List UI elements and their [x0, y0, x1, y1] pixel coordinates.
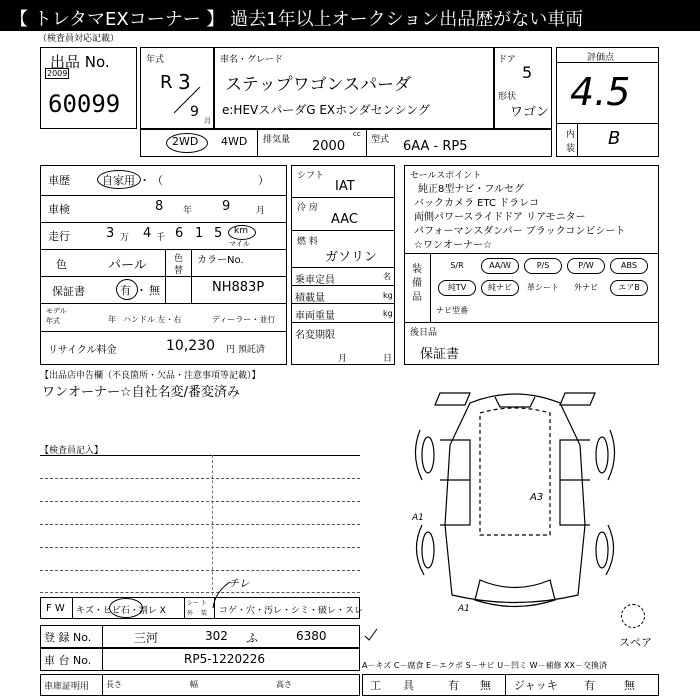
- chassis-number: RP5-1220226: [184, 652, 265, 666]
- mileage-unit-mile: マイル: [229, 240, 250, 248]
- name-change-month: 月: [338, 354, 348, 364]
- year-label: 年式: [146, 55, 165, 65]
- mileage-d3: 6: [175, 226, 184, 241]
- equipment-row1-4: ABS: [610, 258, 648, 274]
- equipment-row1-0: S/R: [450, 261, 464, 270]
- mileage-d5: 5: [214, 226, 223, 241]
- svg-text:A3: A3: [530, 492, 544, 503]
- score-value: 4.5: [570, 70, 631, 114]
- load-unit: kg: [383, 291, 393, 300]
- check-mark: [364, 628, 378, 642]
- inspector-label: 【検査員記入】: [40, 446, 104, 456]
- chassis-label: 車 台 No.: [44, 654, 92, 667]
- inspection-label: 車検: [48, 203, 70, 216]
- ac-value: AAC: [331, 212, 358, 227]
- model-grade: e:HEVスパーダG EXホンダセンシング: [222, 103, 430, 117]
- seat-label-4: 装: [201, 610, 208, 617]
- svg-text:A1: A1: [458, 604, 470, 614]
- weight-label: 車両重量: [295, 311, 335, 322]
- jack-label: ジャッキ: [514, 679, 558, 692]
- name-change-label: 名変期限: [295, 330, 335, 341]
- cert-width: 幅: [190, 680, 198, 689]
- inspection-month: 9: [222, 199, 231, 214]
- reg-kana: ふ: [246, 631, 259, 645]
- cert-height: 高さ: [276, 680, 292, 689]
- tools-no: 無: [480, 679, 491, 692]
- model-year-unit: 年: [108, 315, 116, 324]
- mileage-u2: 千: [156, 233, 166, 243]
- spare-circle: [621, 604, 645, 628]
- reg-label: 登 録 No.: [44, 631, 92, 644]
- equipment-row1-1: AA/W: [481, 258, 519, 274]
- sales-line-5: ☆ワンオーナー☆: [414, 240, 492, 251]
- sales-label: セールスポイント: [410, 171, 482, 181]
- page-header: [0, 0, 700, 31]
- exhibitor-label: 【出品店申告欄（不良箇所・欠品・注意事項等記載）】: [40, 371, 261, 381]
- fuel-value: ガソリン: [325, 250, 378, 265]
- lot-number: 60099: [48, 90, 121, 118]
- recycle-value: 10,230: [166, 338, 215, 354]
- warranty-no: 無: [149, 284, 160, 297]
- reg-class: 302: [205, 629, 228, 643]
- mileage-d1: 3: [106, 226, 115, 241]
- year-month: 9: [190, 104, 199, 120]
- shift-value: IAT: [335, 179, 355, 194]
- navi-model-label: ナビ型番: [436, 306, 468, 315]
- shift-label: シフト: [297, 171, 325, 181]
- doors-label: ドア: [498, 55, 516, 65]
- lot-label: 出品 No.: [50, 53, 110, 71]
- seat-label-2: ト: [201, 600, 208, 607]
- car-diagram: [410, 385, 620, 615]
- year-value: 3: [178, 70, 191, 94]
- mileage-u1: 万: [120, 233, 130, 243]
- interior-value: B: [608, 128, 621, 149]
- history-dot: ・: [139, 174, 150, 187]
- cert-length: 長さ: [106, 680, 122, 689]
- te-mark-stroke: [205, 580, 235, 610]
- sales-line-3: 両側パワースライドドア リアモニター: [414, 212, 586, 223]
- color-repaint-2: 替: [174, 266, 184, 276]
- jack-yes: 有: [584, 679, 595, 692]
- color-repaint-1: 色: [174, 254, 184, 264]
- inspector-note: （検査員対応記載）: [38, 34, 120, 44]
- equipment-row2-2: 革シート: [527, 283, 559, 292]
- year-month-unit: 月: [204, 117, 211, 125]
- equipment-label: 装備品: [412, 264, 422, 303]
- body-value: ワゴン: [510, 105, 550, 120]
- spare-label: スペア: [619, 636, 652, 649]
- sales-line-4: パフォーマンスダンパー ブラックコンビシート: [414, 226, 626, 237]
- interior-label-1: 内: [566, 130, 576, 140]
- type-label: 型式: [371, 135, 390, 145]
- capacity-unit: 名: [383, 272, 391, 281]
- drive-4wd: 4WD: [221, 135, 248, 148]
- inspection-year: 8: [155, 199, 164, 214]
- weight-unit: kg: [383, 309, 393, 318]
- load-label: 積載量: [295, 293, 325, 304]
- ac-label: 冷 房: [297, 203, 318, 213]
- mileage-label: 走行: [48, 230, 70, 243]
- equipment-row1-3: P/W: [567, 258, 605, 274]
- mileage-d2: 4: [143, 226, 152, 241]
- equipment-row2-1: 純ナビ: [481, 280, 519, 296]
- inspection-month-unit: 月: [256, 206, 266, 216]
- dealer-label: ディーラー・並行: [212, 315, 276, 324]
- type-value: 6AA - RP5: [403, 139, 468, 154]
- tools-label: 工 具: [370, 679, 414, 692]
- color-label: 色: [56, 258, 67, 271]
- score-label: 評価点: [587, 53, 615, 63]
- color-code: NH883P: [212, 280, 265, 295]
- displacement-value: 2000: [312, 139, 346, 154]
- fuel-label: 燃 料: [297, 237, 318, 247]
- mileage-unit-km: km: [234, 226, 248, 236]
- history-paren-close: ）: [258, 174, 269, 187]
- color-value: パール: [108, 258, 147, 273]
- mileage-d4: 1: [195, 226, 204, 241]
- tools-yes: 有: [448, 679, 459, 692]
- recycle-unit: 円 預託済: [226, 345, 265, 355]
- equipment-row2-3: 外ナビ: [574, 283, 598, 292]
- later-value: 保証書: [420, 347, 460, 362]
- model-year-label-2: 年式: [46, 317, 60, 325]
- seat-label-1: シー: [187, 600, 200, 607]
- warranty-dot: ・: [136, 284, 147, 297]
- page-title: 【 トレタマEXコーナー 】 過去1年以上オークション出品歴がない車両: [10, 9, 584, 30]
- lot-tag: 2009: [47, 69, 68, 78]
- seat-text: コゲ・穴・汚レ・シミ・破レ・スレ: [219, 606, 364, 616]
- warranty-yes: 有: [120, 284, 131, 297]
- model-label: 車名・グレード: [220, 55, 284, 65]
- reg-area: 三河: [134, 631, 159, 645]
- seat-label-3: 外: [187, 610, 194, 617]
- history-paren-open: （: [152, 174, 163, 187]
- equipment-row2-0: 純TV: [438, 280, 476, 296]
- handle-label: ハンドル 左・右: [123, 315, 182, 324]
- capacity-label: 乗車定員: [295, 275, 335, 286]
- damage-legend: A－キズ C－腐食 E－エクボ S－サビ U－凹ミ W－補修 XX－交換済: [362, 661, 608, 670]
- exhibitor-note: ワンオーナー☆自社名変/番変済み: [42, 385, 241, 400]
- svg-text:A1: A1: [412, 513, 424, 523]
- displacement-unit: cc: [353, 130, 361, 138]
- fw-text: キズ・ヒビ石・割レ X: [76, 606, 166, 616]
- fw-label: F W: [46, 603, 65, 614]
- jack-no: 無: [624, 679, 635, 692]
- te-mark: チレ: [228, 577, 250, 590]
- cert-label: 車庫証明用: [44, 682, 90, 692]
- sales-line-2: バックカメラ ETC ドラレコ: [414, 198, 540, 209]
- later-label: 後日品: [410, 328, 438, 338]
- displacement-label: 排気量: [263, 135, 291, 145]
- warranty-label: 保証書: [52, 285, 85, 298]
- model-year-label-1: モデル: [46, 307, 67, 315]
- model-name: ステップワゴンスパーダ: [225, 75, 412, 95]
- reg-number: 6380: [296, 629, 327, 643]
- year-era: R: [160, 72, 173, 93]
- history-label: 車歴: [48, 174, 70, 187]
- sales-line-1: 純正8型ナビ・フルセグ: [418, 184, 524, 195]
- interior-label-2: 装: [566, 144, 576, 154]
- color-code-label: カラーNo.: [197, 255, 244, 266]
- equipment-row1-2: P/S: [524, 258, 562, 274]
- body-label: 形状: [498, 92, 517, 102]
- history-value: 自家用: [102, 174, 135, 187]
- drive-2wd: 2WD: [172, 135, 199, 148]
- equipment-row2-4: エアB: [610, 280, 648, 296]
- name-change-day: 日: [383, 354, 393, 364]
- doors-value: 5: [522, 63, 533, 82]
- recycle-label: リサイクル料金: [48, 345, 117, 356]
- inspection-year-unit: 年: [183, 206, 193, 216]
